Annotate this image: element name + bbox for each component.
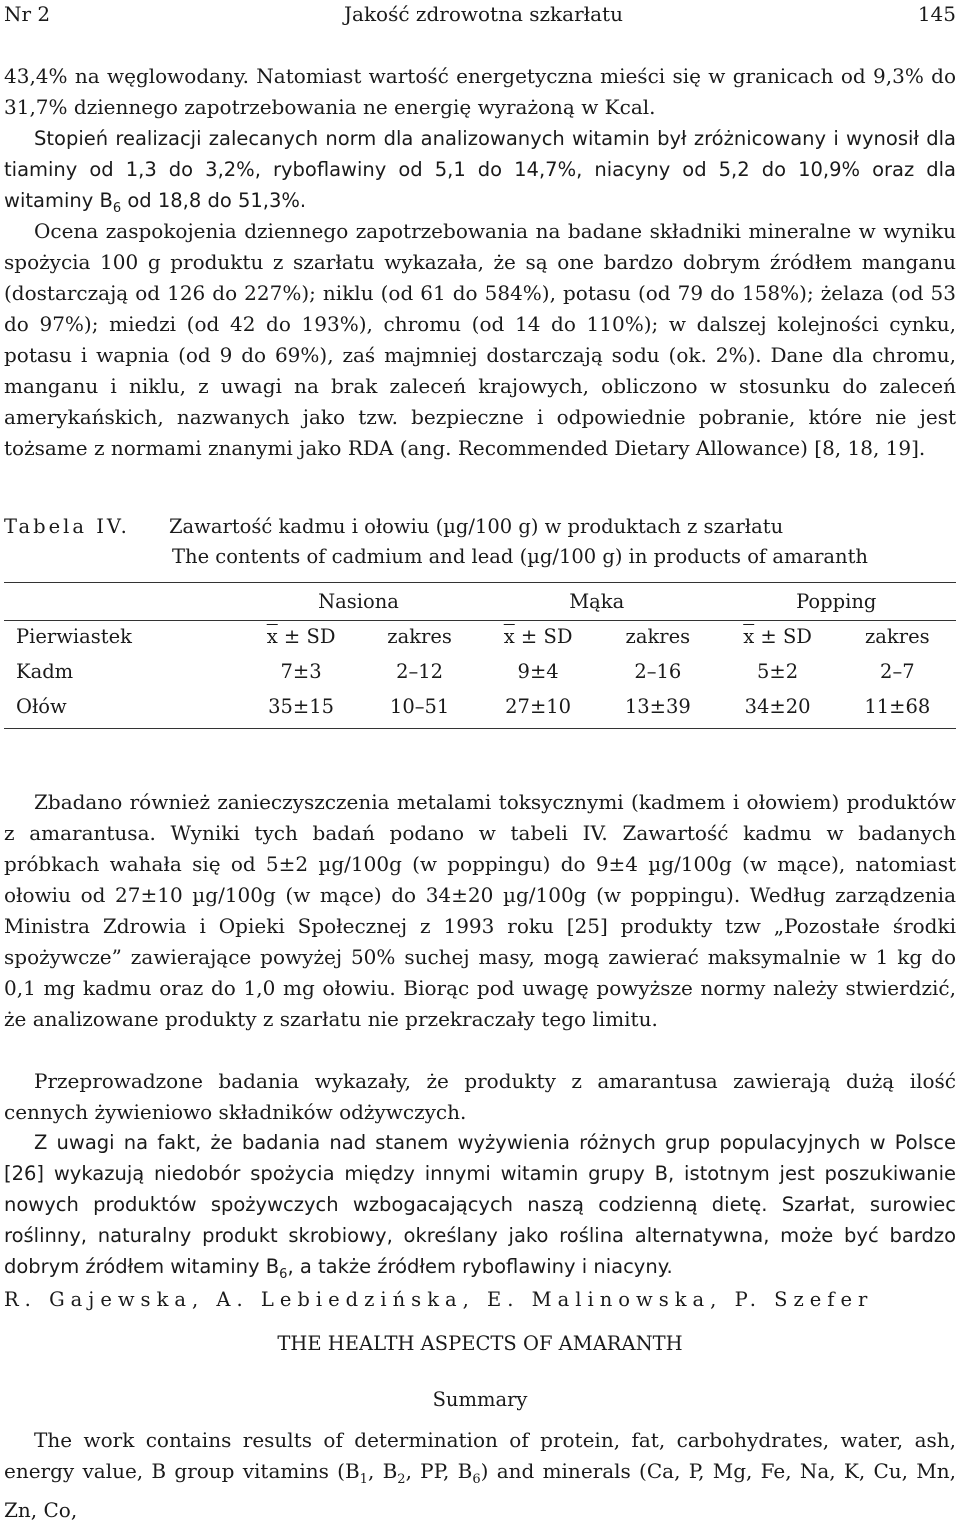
table-cell: 2–16 (634, 660, 682, 683)
summary-heading: Summary (432, 1388, 528, 1411)
authors: R. Gajewska, A. Lebiedzińska, E. Malinowska, P. Szefer (4, 1288, 874, 1311)
running-header (4, 2, 956, 30)
b-vitamins-subscript: 6 (279, 1266, 288, 1282)
paragraph-vitamins (4, 123, 956, 224)
table-row (4, 654, 956, 689)
vitamins-subscript: 6 (112, 200, 122, 216)
issue-number: Nr 2 (4, 2, 51, 26)
group-maka: Mąka (569, 590, 625, 613)
mean-x: $\overline{x}$ (503, 625, 515, 648)
mean-sd: ± SD (514, 625, 573, 648)
english-title: THE HEALTH ASPECTS OF AMARANTH (277, 1332, 683, 1355)
table-cell: 2–12 (396, 660, 444, 683)
table-group-row (4, 584, 956, 619)
paragraph-minerals: Ocena zaspokojenia dziennego zapotrzebowania na badane składniki mineralne w wyniku spożycia 100 g produktu z szarłatu wykazała, że są one bardzo dobrym źródłem manganu (dostarczają od 126 do 227%); niklu (od 61 do 584%), potasu (od 79 do 158%); żelaza (od 53 do 97%); miedzi (od 42 do 193%), chromu (od 14 do 110%); w dalszej kolejności cynku, potasu i wapnia (od 9 do 69%), zaś majmniej dostarczają sodu (ok. 2%). Dane dla chromu, manganu i niklu, z uwagi na brak zaleceń krajowych, obliczono w stosunku do zaleceń amerykańskich, nazwanych jako tzw. bezpieczne i odpowiednie pobranie, które nie jest tożsame z normami znanymi jako RDA (ang. Recommended Dietary Allowance) [8, 18, 19]. (4, 219, 956, 460)
col-mean (716, 619, 838, 654)
col-range: zakres (625, 625, 691, 648)
row-name: Ołów (16, 695, 67, 718)
summary-text-c: , PP, B (405, 1459, 473, 1483)
table-cell: 2–7 (880, 660, 915, 683)
table-caption (4, 512, 956, 572)
table-header-row (4, 619, 956, 654)
table-label: Tabela IV. (4, 515, 130, 538)
vitamins-text-a: Stopień realizacji zalecanych norm dla analizowanych witamin był zróżnicowany i wynosił dla tiaminy od 1,3 do 3,2%, ryboflawiny od 5,1 do 14,7%, niacyny od 5,2 do 10,9% oraz dla witaminy B (4, 127, 956, 212)
mean-x: $\overline{x}$ (743, 625, 755, 648)
paragraph-toxic-metals: Zbadano również zanieczyszczenia metalami toksycznymi (kadmem i ołowiem) produktów z amarantusa. Wyniki tych badań podano w tabeli IV. Zawartość kadmu w badanych próbkach wahała się od 5±2 µg/100g (w poppingu) do 9±4 µg/100g (w mące), natomiast ołowiu od 27±10 µg/100g (w mące) do 34±20 µg/100g (w poppingu). Według zarządzenia Ministra Zdrowia i Opieki Społecznej z 1993 roku [25] produkty tzw „Pozostałe środki spożywcze” zawierające powyżej 50% suchej masy, mogą zawierać maksymalnie w 1 kg do 0,1 mg kadmu oraz do 1,0 mg ołowiu. Biorąc pod uwagę powyższe normy należy stwierdzić, że analizowane produkty z szarłatu nie przekraczały tego limitu. (4, 790, 956, 1031)
table-cell: 34±20 (744, 695, 811, 718)
table-cell: 10–51 (389, 695, 450, 718)
col-mean (240, 619, 362, 654)
col-element: Pierwiastek (16, 625, 132, 648)
summary-subscript: 2 (397, 1472, 406, 1487)
results-table (4, 584, 956, 724)
summary-text-a: The work contains results of determination of protein, fat, carbohydrates, water, ash, energy value, B group vitamins (B (4, 1428, 956, 1483)
summary-text (4, 1425, 956, 1526)
table-rule-top (4, 582, 956, 583)
table-cell: 13±39 (624, 695, 691, 718)
col-range: zakres (387, 625, 452, 648)
mean-x: $\overline{x}$ (266, 625, 278, 648)
page-number: 145 (917, 2, 956, 26)
table-rule-bottom (4, 728, 956, 729)
col-range: zakres (865, 625, 930, 648)
summary-text-d: ) and minerals (Ca, P, Mg, Fe, Na, K, Cu, Mn, Zn, Co, (4, 1459, 956, 1522)
table-rule-mid (4, 620, 956, 621)
mean-sd: ± SD (277, 625, 336, 648)
table-cell: 35±15 (268, 695, 335, 718)
group-nasiona: Nasiona (318, 590, 399, 613)
b-vitamins-text-b: , a także źródłem ryboflawiny i niacyny. (287, 1255, 673, 1278)
col-mean (477, 619, 599, 654)
paragraph-energy: 43,4% na węglowodany. Natomiast wartość energetyczna mieści się w granicach od 9,3% do 31,7% dziennego zapotrzebowania ne energię wyrażoną w Kcal. (4, 64, 956, 119)
table-cell: 7±3 (280, 660, 322, 683)
mean-sd: ± SD (754, 625, 812, 648)
table-caption-pl: Zawartość kadmu i ołowiu (µg/100 g) w produktach z szarłatu (169, 515, 784, 538)
table-caption-en: The contents of cadmium and lead (µg/100 g) in products of amaranth (172, 545, 868, 568)
vitamins-text-b: od 18,8 do 51,3%. (121, 189, 307, 212)
summary-subscript: 1 (359, 1472, 368, 1487)
running-title: Jakość zdrowotna szkarłatu (344, 2, 623, 26)
table-cell: 5±2 (757, 660, 799, 683)
table-cell: 27±10 (505, 695, 572, 718)
table-cell: 9±4 (517, 660, 559, 683)
table-cell: 11±68 (864, 695, 931, 718)
table-row (4, 689, 956, 724)
paragraph-conclusion: Przeprowadzone badania wykazały, że produkty z amarantusa zawierają dużą ilość cennych żywieniowo składników odżywczych. (4, 1069, 956, 1124)
row-name: Kadm (16, 660, 74, 683)
table-empty-cell (4, 584, 240, 619)
group-popping: Popping (796, 590, 877, 613)
b-vitamins-text-a: Z uwagi na fakt, że badania nad stanem wyżywienia różnych grup populacyjnych w Polsce [26] wykazują niedobór spożycia między innymi witamin grupy B, istotnym jest poszukiwanie nowych produktów spożywczych wzbogacających naszą codzienną dietę. Szarłat, surowiec roślinny, naturalny produkt skrobiowy, określany jako roślina alternatywna, może być bardzo dobrym źródłem witaminy B (4, 1131, 956, 1278)
summary-subscript: 6 (472, 1472, 481, 1487)
paragraph-b-vitamins (4, 1127, 956, 1290)
summary-text-b: , B (367, 1459, 398, 1483)
